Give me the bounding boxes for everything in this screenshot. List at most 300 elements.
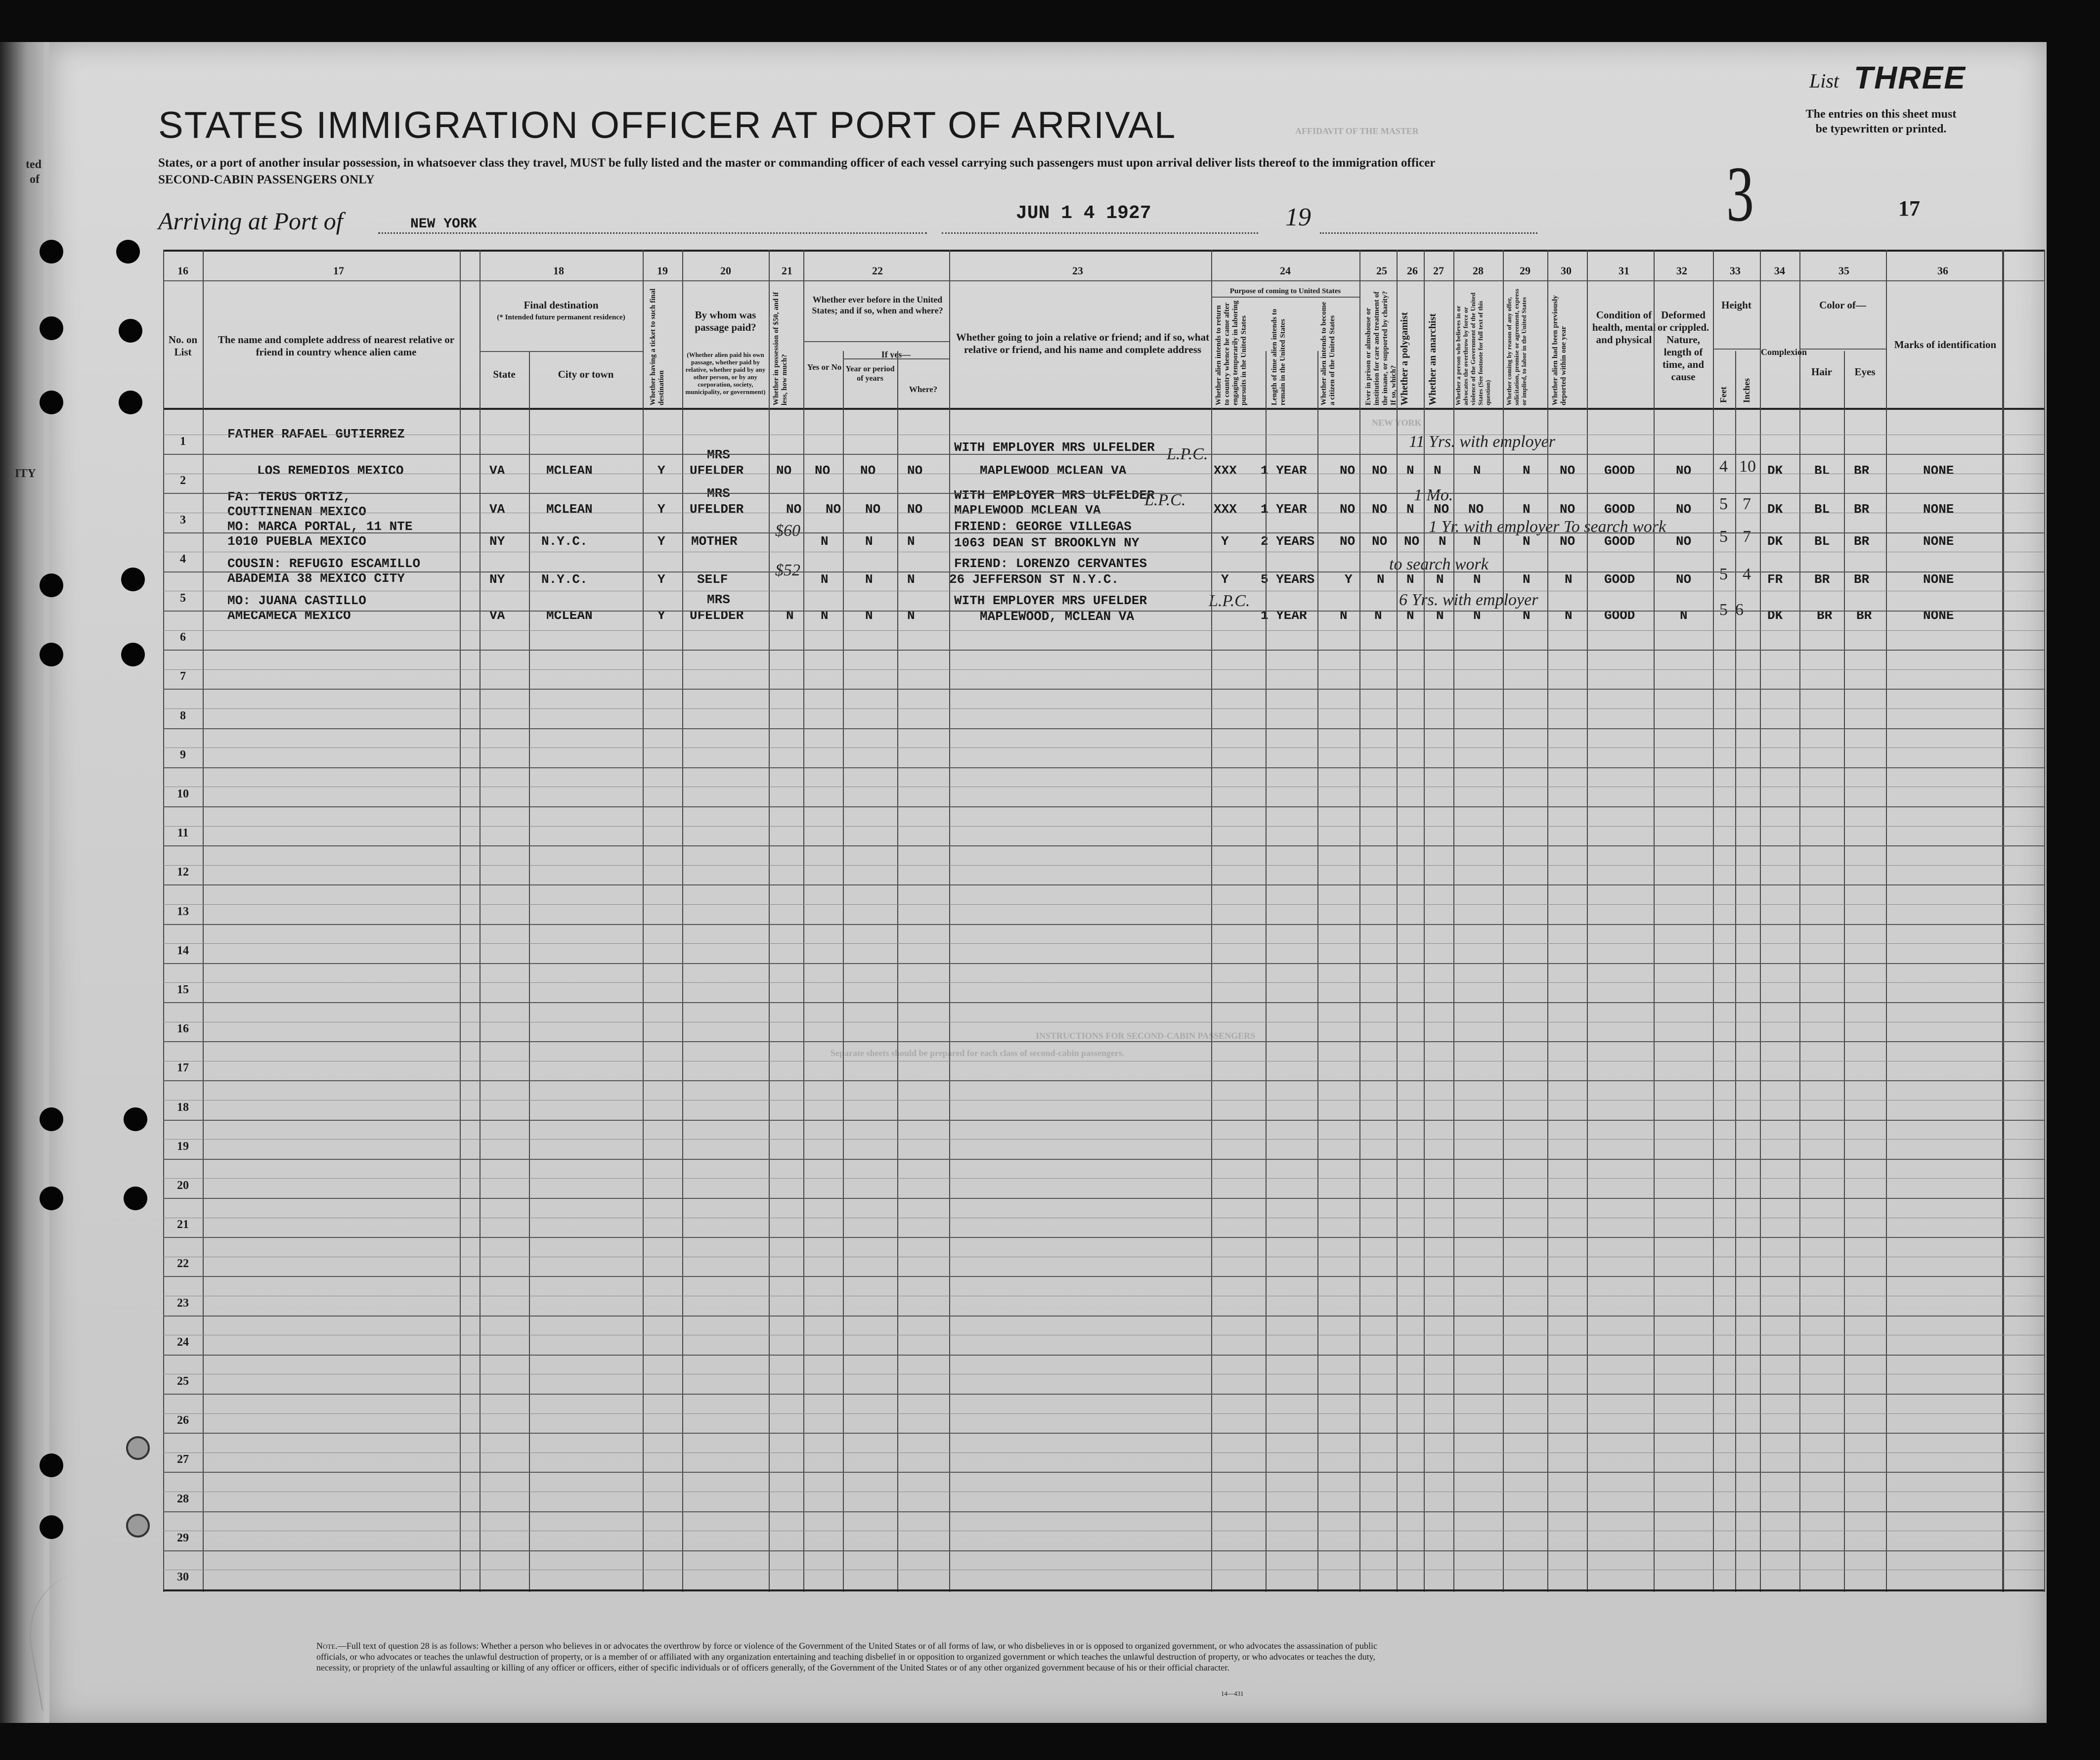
column-rule xyxy=(897,351,898,1592)
date-line xyxy=(942,232,1258,234)
dest-state: NY xyxy=(489,534,505,549)
row-rule xyxy=(163,1198,2044,1199)
height-feet: 5 xyxy=(1719,495,1728,513)
marks: NONE xyxy=(1923,502,1954,517)
polygamist: N xyxy=(1406,463,1414,478)
overthrow: N xyxy=(1473,534,1481,549)
row-rule xyxy=(163,728,2044,729)
list-number: THREE xyxy=(1854,60,1966,95)
binder-hole xyxy=(40,316,63,340)
rule xyxy=(163,250,2044,252)
subtitle: States, or a port of another insular possession, in whatsoever class they travel, MUST be fully listed and the master or commanding officer of each vessel carrying such passengers must upon arrival deliver lists thereof to the immigration officer xyxy=(158,156,1436,170)
column-rule xyxy=(203,250,204,1592)
row-number: 9 xyxy=(180,748,186,761)
column-rule xyxy=(1713,250,1714,1592)
margin-text: ITY xyxy=(15,467,36,480)
anarchist: NO xyxy=(1434,502,1449,517)
header-deported: Whether alien had been previously deported within one year xyxy=(1551,295,1568,405)
hair: BR xyxy=(1817,608,1833,623)
column-number: 25 xyxy=(1376,264,1387,277)
polygamist: N xyxy=(1406,572,1414,587)
polygamist: N xyxy=(1406,608,1414,623)
rule xyxy=(1713,349,1760,350)
height-feet: 5 xyxy=(1719,565,1728,583)
marks: NONE xyxy=(1923,572,1954,587)
height-inches: 7 xyxy=(1743,495,1751,513)
passage-paid: UFELDER xyxy=(690,608,744,623)
column-rule xyxy=(769,250,770,1592)
height-inches: 7 xyxy=(1743,528,1751,546)
column-rule xyxy=(1735,351,1736,1592)
polygamist: NO xyxy=(1404,534,1420,549)
money: $60 xyxy=(775,522,800,540)
row-rule xyxy=(163,1355,2044,1356)
row-rule xyxy=(163,982,2044,983)
instruction xyxy=(1775,107,1987,136)
before-us: NO xyxy=(826,502,841,517)
year-prefix: 19 xyxy=(1285,203,1311,231)
handwritten-annotation: 6 Yrs. with employer xyxy=(1399,591,1538,609)
overthrow: NO xyxy=(1468,502,1484,517)
bleed-through-text: INSTRUCTIONS FOR SECOND-CABIN PASSENGERS xyxy=(1036,1031,1256,1041)
citizen: NO xyxy=(1340,534,1356,549)
deported: N xyxy=(1565,572,1573,587)
binder-hole xyxy=(116,240,140,264)
row-number: 1 xyxy=(180,435,186,448)
ticket: Y xyxy=(657,572,665,587)
money: NO xyxy=(776,463,792,478)
bleed-through-text: Separate sheets should be prepared for each class of second-cabin passengers. xyxy=(831,1048,1125,1058)
joining-address: 1063 DEAN ST BROOKLYN NY xyxy=(954,535,1139,550)
offer: N xyxy=(1523,502,1531,517)
row-number: 18 xyxy=(177,1100,189,1114)
deported: NO xyxy=(1560,502,1575,517)
margin-text: ted xyxy=(26,158,42,171)
header-color-of: Color of— xyxy=(1819,299,1866,311)
page-number: 17 xyxy=(1898,196,1920,220)
joining: FRIEND: LORENZO CERVANTES xyxy=(954,556,1147,571)
column-rule xyxy=(1547,250,1548,1592)
header-health: Condition of health, mental and physical xyxy=(1592,309,1656,346)
handwritten-annotation: 1 Mo. xyxy=(1414,486,1453,504)
joining: WITH EMPLOYER MRS UFELDER xyxy=(954,593,1147,608)
row-number: 30 xyxy=(177,1571,189,1584)
column-number: 17 xyxy=(333,264,344,277)
deformed: N xyxy=(1680,608,1688,623)
port-line xyxy=(378,232,927,234)
row-rule xyxy=(163,865,2044,866)
passage-paid: MRS xyxy=(707,486,730,501)
header-marks: Marks of identification xyxy=(1894,339,1997,351)
row-rule xyxy=(163,1433,2044,1434)
column-number: 21 xyxy=(782,264,792,277)
purpose-return: XXX xyxy=(1214,502,1237,517)
row-rule xyxy=(163,826,2044,827)
header-final-destination: Final destination xyxy=(524,299,599,311)
column-rule xyxy=(803,250,804,1592)
handwritten-annotation: L.P.C. xyxy=(1167,445,1208,463)
rule xyxy=(163,280,2044,281)
binder-hole xyxy=(119,391,142,414)
header-passage-paid: By whom was passage paid? xyxy=(695,309,756,333)
row-rule xyxy=(163,1589,2044,1591)
hair: BL xyxy=(1814,534,1830,549)
marks: NONE xyxy=(1923,608,1954,623)
deformed: NO xyxy=(1676,463,1692,478)
row-rule xyxy=(163,650,2044,651)
height-inches: 6 xyxy=(1735,601,1744,619)
row-number: 22 xyxy=(177,1257,189,1271)
header-height: Height xyxy=(1721,299,1751,311)
column-rule xyxy=(163,250,164,1592)
before-where: NO xyxy=(907,463,923,478)
row-rule xyxy=(163,1511,2044,1512)
prison: NO xyxy=(1372,502,1388,517)
before-years: NO xyxy=(860,463,876,478)
height-feet: 5 xyxy=(1719,528,1728,546)
joining: WITH EMPLOYER MRS ULFELDER xyxy=(954,488,1155,503)
header-overthrow: Whether a person who believes in or advocates the overthrow by force or violence of the Government of the United States (See footnote for full text of this question) xyxy=(1454,292,1491,405)
dest-state: VA xyxy=(489,608,505,623)
binder-hole xyxy=(126,1436,150,1460)
eyes: BR xyxy=(1854,534,1870,549)
eyes: BR xyxy=(1854,572,1870,587)
binder-hole xyxy=(124,1107,147,1131)
row-rule xyxy=(163,1452,2044,1453)
height-inches: 10 xyxy=(1739,457,1756,476)
deformed: NO xyxy=(1676,534,1692,549)
row-number: 4 xyxy=(180,552,186,566)
purpose-return: Y xyxy=(1221,572,1229,587)
deformed: NO xyxy=(1676,572,1692,587)
column-number: 35 xyxy=(1838,264,1849,277)
row-rule xyxy=(163,884,2044,885)
passenger-class: SECOND-CABIN PASSENGERS ONLY xyxy=(158,173,375,186)
binder-hole xyxy=(121,568,145,591)
column-rule xyxy=(460,250,461,1592)
header-year-period: Year or period of years xyxy=(845,365,895,383)
row-number: 11 xyxy=(177,827,189,840)
row-rule xyxy=(163,1120,2044,1121)
row-number: 28 xyxy=(177,1492,189,1505)
dest-city: MCLEAN xyxy=(546,608,593,623)
marks: NONE xyxy=(1923,534,1954,549)
row-rule xyxy=(163,845,2044,846)
row-number: 24 xyxy=(177,1335,189,1349)
row-rule xyxy=(163,532,2044,533)
row-rule xyxy=(163,669,2044,670)
relative-name: FATHER RAFAEL GUTIERREZ xyxy=(227,427,405,441)
header-if-yes: If yes— xyxy=(881,350,911,359)
header-eyes: Eyes xyxy=(1854,366,1876,378)
before-where: NO xyxy=(907,502,923,517)
instruction-line: be typewritten or printed. xyxy=(1815,123,1947,135)
header-purpose-return: Whether alien intends to return to country whence he came after engaging temporarily in laboring pursuits in the United States xyxy=(1215,300,1248,405)
row-rule xyxy=(163,806,2044,807)
anarchist: N xyxy=(1436,572,1444,587)
binder-hole xyxy=(40,1107,63,1131)
binder-hole xyxy=(121,643,145,666)
column-number: 30 xyxy=(1561,264,1572,277)
binder-hole xyxy=(126,1514,150,1538)
before-where: N xyxy=(907,534,915,549)
column-rule xyxy=(1424,250,1425,1592)
binder-hole xyxy=(40,573,63,597)
column-rule xyxy=(1397,250,1398,1592)
column-number: 34 xyxy=(1774,264,1785,277)
before-where: N xyxy=(907,608,915,623)
before-us: NO xyxy=(815,463,831,478)
header-before-us: Whether ever before in the United States; and if so, when and where? xyxy=(812,295,943,315)
health: GOOD xyxy=(1604,572,1635,587)
dest-state: VA xyxy=(489,463,505,478)
before-years: N xyxy=(865,534,873,549)
row-number: 15 xyxy=(177,983,189,996)
offer: N xyxy=(1523,572,1531,587)
note-label: Note. xyxy=(316,1641,338,1651)
hair: BL xyxy=(1814,502,1830,517)
polygamist: N xyxy=(1406,502,1414,517)
margin-text: of xyxy=(30,173,40,186)
column-rule xyxy=(1266,351,1267,1592)
column-rule xyxy=(949,250,950,1592)
relative-name: MO: JUANA CASTILLO xyxy=(227,593,366,608)
binder-hole xyxy=(40,1187,63,1210)
complexion: FR xyxy=(1767,572,1783,587)
anarchist: N xyxy=(1439,534,1446,549)
eyes: BR xyxy=(1854,463,1870,478)
column-number: 24 xyxy=(1280,264,1291,277)
row-rule xyxy=(163,493,2044,494)
row-number: 10 xyxy=(177,788,189,800)
row-number: 17 xyxy=(177,1061,189,1075)
complexion: DK xyxy=(1767,463,1783,478)
header-where: Where? xyxy=(909,385,938,394)
row-number: 2 xyxy=(180,474,186,487)
offer: N xyxy=(1523,463,1531,478)
height-inches: 4 xyxy=(1743,565,1751,583)
column-rule xyxy=(1654,250,1655,1592)
ticket: Y xyxy=(657,608,665,623)
handwritten-mark: 3 xyxy=(1726,150,1754,238)
year-line xyxy=(1320,232,1537,234)
column-number: 29 xyxy=(1520,264,1531,277)
header-purpose-length: Length of time alien intends to remain in the United States xyxy=(1270,308,1287,405)
header-purpose-citizen: Whether alien intends to become a citizen of the United States xyxy=(1320,302,1336,405)
joining: WITH EMPLOYER MRS ULFELDER xyxy=(954,440,1155,455)
before-years: N xyxy=(865,608,873,623)
column-number: 23 xyxy=(1072,264,1083,277)
rule xyxy=(803,341,949,342)
before-where: N xyxy=(907,572,915,587)
relative-name: FA: TERUS ORTIZ, xyxy=(227,489,351,504)
row-rule xyxy=(163,1413,2044,1414)
row-number: 21 xyxy=(177,1218,189,1232)
manifest-table xyxy=(163,250,2044,1592)
ticket: Y xyxy=(657,502,665,517)
column-number: 18 xyxy=(553,264,564,277)
prison: N xyxy=(1377,572,1385,587)
row-number: 23 xyxy=(177,1296,189,1310)
marks: NONE xyxy=(1923,463,1954,478)
row-rule xyxy=(163,1550,2044,1551)
header-passage-note: (Whether alien paid his own passage, whether paid by relative, whether paid by any other person, or by any corporation, society, municipality, or government) xyxy=(685,351,766,396)
passage-paid: MRS xyxy=(707,592,730,607)
dest-city: N.Y.C. xyxy=(541,572,588,587)
header-deformed: Deformed or crippled. Nature, length of time, and cause xyxy=(1657,309,1709,383)
column-rule xyxy=(1211,250,1212,1592)
row-rule xyxy=(163,708,2044,709)
hair: BR xyxy=(1814,572,1830,587)
relative-name: MO: MARCA PORTAL, 11 NTE xyxy=(227,519,413,534)
bleed-through-text: AFFIDAVIT OF THE MASTER xyxy=(1295,126,1419,136)
binder-hole xyxy=(119,319,142,343)
handwritten-annotation: 11 Yrs. with employer xyxy=(1409,433,1555,451)
relative-address: 1010 PUEBLA MEXICO xyxy=(227,534,366,549)
column-number: 27 xyxy=(1433,264,1444,277)
joining-address: MAPLEWOOD MCLEAN VA xyxy=(954,503,1101,518)
purpose-return: XXX xyxy=(1214,463,1237,478)
length-stay: 1 YEAR xyxy=(1261,463,1307,478)
port-value: NEW YORK xyxy=(410,217,477,232)
relative-name: COUSIN: REFUGIO ESCAMILLO xyxy=(227,556,421,571)
row-rule xyxy=(163,1139,2044,1140)
header-hair: Hair xyxy=(1811,366,1832,378)
binder-hole xyxy=(40,643,63,666)
row-rule xyxy=(163,1276,2044,1277)
header-purpose: Purpose of coming to United States xyxy=(1229,287,1341,295)
deported: N xyxy=(1565,608,1573,623)
handwritten-annotation: L.P.C. xyxy=(1144,491,1186,509)
row-number: 20 xyxy=(177,1179,189,1192)
passage-paid: UFELDER xyxy=(690,502,744,517)
column-number: 20 xyxy=(720,264,731,277)
column-rule xyxy=(1503,250,1504,1592)
header-anarchist: Whether an anarchist xyxy=(1427,313,1438,405)
column-rule xyxy=(1317,351,1318,1592)
overthrow: N xyxy=(1473,572,1481,587)
dest-state: VA xyxy=(489,502,505,517)
column-number: 28 xyxy=(1473,264,1484,277)
row-number: 3 xyxy=(180,513,186,527)
row-number: 12 xyxy=(177,866,189,879)
rule xyxy=(843,358,949,359)
length-stay: 5 YEARS xyxy=(1261,572,1315,587)
dest-city: MCLEAN xyxy=(546,463,593,478)
deformed: NO xyxy=(1676,502,1692,517)
joining-address: 26 JEFFERSON ST N.Y.C. xyxy=(949,572,1119,587)
header-money: Whether in possession of $50, and if less, how much? xyxy=(772,292,788,405)
column-rule xyxy=(643,250,644,1592)
row-rule xyxy=(163,1237,2044,1238)
row-number: 27 xyxy=(177,1453,189,1466)
row-rule xyxy=(163,454,2044,455)
header-state: State xyxy=(493,368,516,380)
column-number: 19 xyxy=(657,264,668,277)
row-rule xyxy=(163,611,2044,612)
row-rule xyxy=(163,767,2044,768)
before-years: NO xyxy=(865,502,881,517)
health: GOOD xyxy=(1604,608,1635,623)
row-number: 8 xyxy=(180,709,186,722)
row-rule xyxy=(163,1316,2044,1317)
column-rule xyxy=(1760,250,1761,1592)
money: $52 xyxy=(775,561,800,579)
column-rule xyxy=(843,351,844,1592)
header-no-on-list: No. on List xyxy=(168,334,198,358)
rule xyxy=(480,351,643,352)
column-rule xyxy=(1587,250,1588,1592)
complexion: DK xyxy=(1767,502,1783,517)
row-rule xyxy=(163,1394,2044,1395)
row-number: 25 xyxy=(177,1375,189,1388)
binder-hole xyxy=(40,1453,63,1477)
row-rule xyxy=(163,1002,2044,1003)
hair: BL xyxy=(1814,463,1830,478)
row-number: 14 xyxy=(177,944,189,957)
before-years: N xyxy=(865,572,873,587)
passage-paid: UFELDER xyxy=(690,463,744,478)
row-rule xyxy=(163,689,2044,690)
header-complexion: Complexion xyxy=(1761,347,1807,357)
column-rule xyxy=(1453,250,1454,1592)
joining: FRIEND: GEORGE VILLEGAS xyxy=(954,519,1132,534)
passage-paid: MOTHER xyxy=(691,534,738,549)
row-rule xyxy=(163,1080,2044,1081)
ticket: Y xyxy=(657,534,665,549)
footnote xyxy=(316,1640,1404,1673)
joining-address: MAPLEWOOD MCLEAN VA xyxy=(980,463,1127,478)
row-rule xyxy=(163,943,2044,944)
list-label: List xyxy=(1809,70,1839,92)
citizen: N xyxy=(1340,608,1348,623)
offer: N xyxy=(1523,534,1531,549)
column-rule xyxy=(1799,250,1800,1592)
row-number: 29 xyxy=(177,1531,189,1544)
anarchist: N xyxy=(1434,463,1442,478)
before-us: N xyxy=(821,534,829,549)
row-number: 6 xyxy=(180,631,186,644)
before-us: N xyxy=(821,608,829,623)
column-rule xyxy=(2002,250,2004,1592)
header-city: City or town xyxy=(558,368,614,380)
header-ticket: Whether having a ticket to such final destination xyxy=(649,288,665,405)
header-destination-note: (* Intended future permanent residence) xyxy=(497,313,625,321)
deported: NO xyxy=(1560,463,1575,478)
row-number: 16 xyxy=(177,1022,189,1036)
row-rule xyxy=(163,1041,2044,1042)
column-number: 32 xyxy=(1676,264,1687,277)
column-rule xyxy=(682,250,683,1592)
column-number: 16 xyxy=(177,264,188,277)
relative-address: COUTTINENAN MEXICO xyxy=(227,504,366,519)
anarchist: N xyxy=(1436,608,1444,623)
money: NO xyxy=(786,502,802,517)
binder-hole xyxy=(124,1187,147,1210)
joining-address: MAPLEWOOD, MCLEAN VA xyxy=(980,609,1135,624)
column-number: 31 xyxy=(1619,264,1629,277)
length-stay: 2 YEARS xyxy=(1261,534,1315,549)
header-inches: Inches xyxy=(1742,378,1751,403)
relative-address: ABADEMIA 38 MEXICO CITY xyxy=(227,571,405,586)
binder-hole xyxy=(40,391,63,414)
header-feet: Feet xyxy=(1718,387,1728,403)
binder-hole xyxy=(40,240,63,264)
rule xyxy=(163,408,2044,410)
row-rule xyxy=(163,963,2044,964)
header-prison: Ever in prison or almshouse or institution for care and treatment of the insane, or supported by charity? If so, which? xyxy=(1364,291,1398,405)
column-number: 22 xyxy=(872,264,883,277)
